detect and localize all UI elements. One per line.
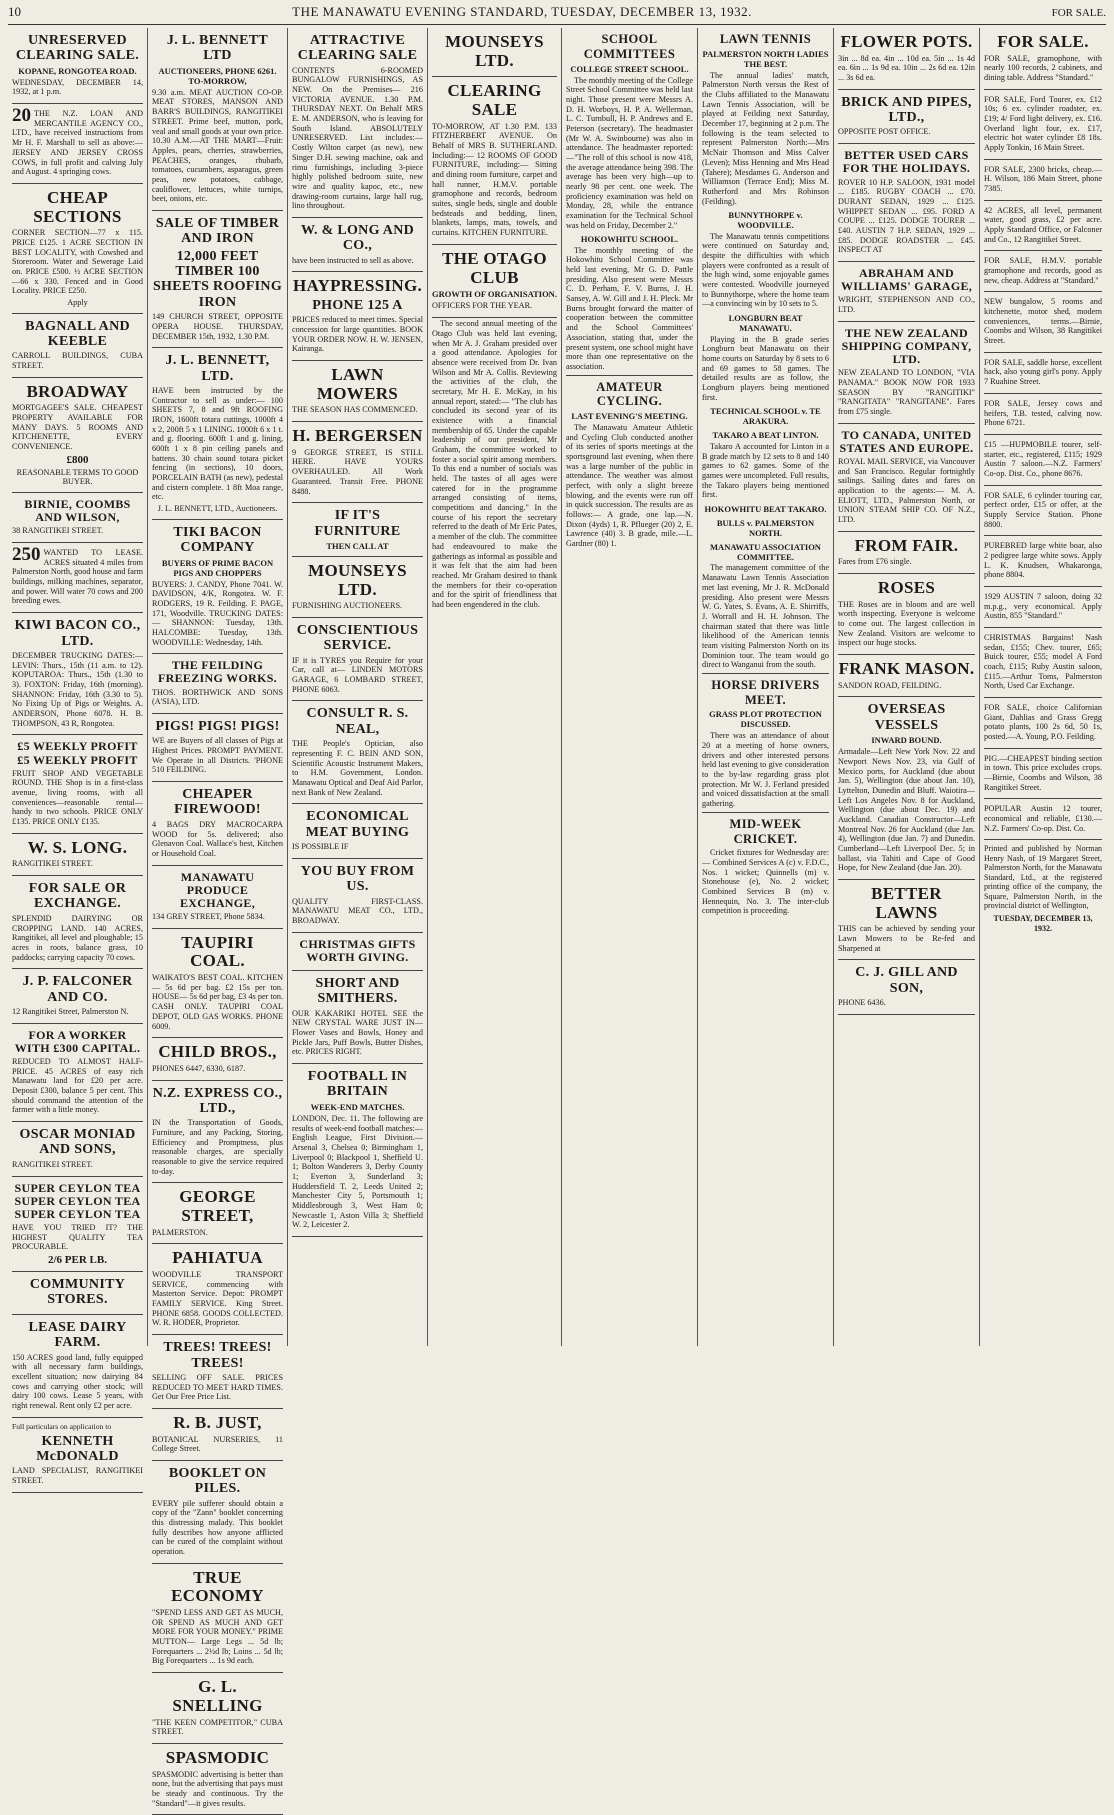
ad-heading: CHRISTMAS GIFTS WORTH GIVING. [299,936,416,964]
advertisement [12,1315,143,1418]
ad-heading: MOUNSEYS LTD. [308,560,407,599]
advertisement [12,969,143,1023]
lawn-head: LAWN TENNIS [719,32,812,46]
takaro-body: Takaro A accounted for Linton in a B grade match by 12 sets to 8 and 140 games to 62 games. Some of the games were uncompleted. Full results, the Takaro players being mentioned first. [702,441,829,500]
ad-body: BUYERS: J. CANDY, Phone 7041. W. DAVIDSON, 4/K, Rongotea. W. F. RODGERS, 19 R. Feilding. F. PAGE, 171, Woodville. TRUCKING DATES:— SHANNON: Tuesday, 13th. HALCOMBE: Tuesday, 13th. WOODVILLE: Wednesday, 14th. [152,579,283,647]
ad-heading: CONSULT R. S. NEAL, [306,706,409,737]
ad-heading: W. & LONG AND CO., [300,222,415,254]
advertisement [152,211,283,348]
advertisement [838,424,975,532]
ad-display-line: 12,000 FEET TIMBER 100 SHEETS ROOFING IRON [152,248,283,310]
school-head: SCHOOL COMMITTEES [583,32,676,61]
advertisement [292,804,423,858]
advertisement [152,520,283,655]
ad-body: TO-MORROW, AT 1.30 P.M. 133 FITZHERBERT AVENUE. On Behalf of MRS B. SUTHERLAND. Including:— 12 ROOMS OF GOOD FURNITURE, including:— Sitting and dining room furniture, carpet and hall runner, H.M.V. portable gramophone and records, bedroom suites, single beds, single and double bedsteads and bedding, linen, blankets, lamps, mats, towels, and curtains. KITCHEN FURNITURE. [432,121,557,238]
advertisement [292,272,423,361]
ad-body: NEW bungalow, 5 rooms and kitchenette, motor shed, modern conveniences, terms.—Birnie, Coombs and Wilson, 38 Rangitikei Street. [984,297,1102,346]
ad-heading: HAYPRESSING. [292,276,423,296]
ad-heading: CHEAPER FIREWOOD! [174,787,261,818]
school-committees-article [566,32,693,372]
ad-body: FOR SALE, Jersey cows and heifers, T.B. tested, calving now. Phone 6721. [984,398,1102,428]
advertisement [152,1461,283,1564]
advertisement [292,218,423,272]
section-tag: FOR SALE. [1051,7,1106,19]
ad-heading: LEASE DAIRY FARM. [28,1319,127,1351]
ad-display-line: PHONE 125 A [312,298,403,313]
ad-body: 149 CHURCH STREET, OPPOSITE OPERA HOUSE. THURSDAY, DECEMBER 15th, 1932, 1.30 P.M. [152,312,283,341]
ad-heading: OVERSEAS VESSELS [867,702,946,733]
advertisement [152,1673,283,1744]
amateur-body: The Manawatu Amateur Athletic and Cycling Club conducted another of its series of sports meetings at the sportsground last evening, when there was a large number of the public in attendance. The weather was almost perfect, with only a slight breeze blowing, and the events were run off in quick succession. The results are as follows:— A grade, one lap.—N. Dixon (4yds) 1, R. Pflueger (20) 2, E. Lawrence (40) 3. B grade, mile.—L. Gardner (80) 1. [566,423,693,549]
advertisement [432,28,557,77]
bunny-body: The Manawatu tennis competitions were continued on Saturday and, despite the difficulties with which players were confronted as a result of the high wind, some enjoyable games were contested. Woodville journeyed to Bunnythorpe, where the home team—a convincing win by 10 sets to 5. [702,231,829,309]
ad-heading: ECONOMICAL MEAT BUYING [305,809,410,840]
ad-heading: FRANK MASON. [838,659,975,679]
column-2 [148,28,288,1808]
ad-body: POPULAR Austin 12 tourer, economical and reliable, £130.—N.Z. Farmers' Co-op. Dist. Co. [984,804,1102,833]
ad-heading: BRICK AND PIPES, LTD., [841,94,972,126]
ad-heading: FLOWER POTS. [840,32,973,51]
ad-body: 12 Rangitikei Street, Palmerston N. [12,1007,129,1016]
imprint: Printed and published by Norman Henry Nash, of 19 Margaret Street, Palmerston North, for the Manawatu Standard, Ltd., at the registered printing office of the company, the Square, Palmerston North, in the provincial district of Wellington, [984,844,1102,910]
advertisement [984,394,1102,435]
advertisement [838,532,975,574]
ad-heading: UNRESERVED CLEARING SALE. [15,33,140,64]
hokowhitu-head: HOKOWHITU SCHOOL. [580,234,679,245]
advertisement [838,262,975,322]
ad-body: FOR SALE, H.M.V. portable gramophone and records, good as new, cheap. Address at "Standard." [984,256,1102,285]
ad-body: THE Roses are in bloom and are well worth inspecting. Everyone is welcome to come out. The largest collection in New Zealand. Visitors are welcome to inspect our huge stocks. [838,599,975,648]
ad-subheading: GROWTH OF ORGANISATION. [432,289,557,300]
ad-heading: N.Z. EXPRESS CO., LTD., [152,1085,283,1116]
advertisement [984,353,1102,394]
advertisement [838,655,975,697]
advertisement [292,859,423,933]
ad-heading: FOR SALE OR EXCHANGE. [28,881,127,912]
advertisement [838,90,975,144]
ad-body: have been instructed to sell as above. [292,255,414,265]
ad-heading: TREES! TREES! TREES! [163,1340,272,1371]
ad-heading: W. S. LONG. [27,837,128,857]
advertisement [12,104,143,184]
ad-body: FOR SALE, 2300 bricks, cheap.—H. Wilson, 186 Main Street, phone 7385. [984,164,1102,194]
advertisement [152,1564,283,1673]
ad-body: FOR SALE, saddle horse, excellent hack, also young girl's pony. Apply 7 Ruahine Street. [984,357,1102,387]
ad-body: PUREBRED large white boar, also 2 pedigree large white sows. Apply L. K. Knudsen, Whakaronga, phone 8804. [984,541,1102,580]
otago-club-article [432,319,557,609]
ad-heading: THE NEW ZEALAND SHIPPING COMPANY, LTD. [841,325,972,366]
advertisement [292,422,423,503]
ad-heading: J. L. BENNETT LTD [166,33,269,64]
ad-body: 42 ACRES, all level, permanent water, good grass, £2 per acre. Apply Standard Office, or Falconer and Co., 12 Rangitikei Street. [984,205,1102,244]
ad-footer: J. L. BENNETT, LTD., Auctioneers. [157,504,278,514]
advertisement [12,1272,143,1315]
hokowhitu-body: The monthly meeting of the Hokowhitu School Committee was held last evening, Mr G. D. Pattle presiding. Also present were Messrs C. D. Perham, F. V. Burns, J. H. Sansey, A. W. Gill and J. H. Pleck. Mr Burns brought forward the matter of cooperation between the committee and the School Committees' Association, stating that, under the present system, one school might have more than one representative on the association. [566,245,693,371]
ad-body: REDUCED TO ALMOST HALF-PRICE. 45 ACRES of easy rich Manawatu land for £20 per acre. Deposit £300, balance 5 per cent. This should command the attention of the farmer with a little money. [12,1057,143,1115]
advertisement [152,1081,283,1184]
advertisement [12,314,143,378]
advertisement [292,361,423,422]
advertisement [12,834,143,876]
ad-heading: CHEAP SECTIONS [33,187,122,226]
ad-body: SELLING OFF SALE. PRICES REDUCED TO MEET HARD TIMES. Get Our Free Price List. [152,1372,283,1402]
ad-heading: TIKI BACON COMPANY [173,524,262,556]
ad-heading: YOU BUY FROM US. [300,863,415,895]
ad-number: 250 [12,544,41,566]
ad-heading: BOOKLET ON PILES. [168,1465,267,1497]
column-5 [562,28,698,1346]
ad-body: 38 RANGITIKEI STREET. [12,526,104,536]
ad-body: WE are Buyers of all classes of Pigs at Highest Prices. PROMPT PAYMENT. We Operate in all Districts. 'PHONE 510 FEILDING. [152,736,283,775]
technical-head: TECHNICAL SCHOOL v. TE ARAKURA. [710,406,821,427]
ad-heading: ABRAHAM AND WILLIAMS' GARAGE, [840,265,973,294]
cricket-head: MID-WEEK CRICKET. [729,816,802,846]
advertisement [12,28,143,104]
ad-heading: PAHIATUA [172,1248,263,1268]
lawn-body: The annual ladies' match, Palmerston North versus the Rest of the Clubs affiliated to the Manawatu Lawn Tennis Association, will be played at Feilding next Saturday, December 17, beginning at 2 p.m. The following is the team selected to represent Palmerston North:—Mrs McNair Thomson and Miss Calver (Leven); Miss Henning and Mrs Head (Tahere); Mesdames G. Anderson and Williamson (Terrace End); Miss M. Rutherford and Mrs Robinson (Feilding). [702,70,829,206]
ad-body: FOR SALE, 6 cylinder touring car, perfect order, £15 or offer, at the Supply Service Station. Phone 8800. [984,490,1102,529]
ad-body: DECEMBER TRUCKING DATES:— LEVIN: Thurs., 15th (11 a.m. to 12). KOPUTAROA: Thurs., 15th (1.30 to 3). FOXTON: Friday, 16th (morning). SHANNON: Friday, 16th (3.30 to 5). No Fixing Up of Pigs or Weights. A. ANDERSON, Phone 6078. H. B. THOMPSON, 43 R, Rongotea. [12,650,143,728]
ad-body: CORNER SECTION—77 x 115. PRICE £125. 1 ACRE SECTION IN BEST LOCALITY, with Cowshed and Storeroom. Water and Sewerage Laid on. PRICE £500. ½ ACRE SECTION—66 x 330. Fenced and in Good Locality. PRICE £250. [12,228,143,296]
ad-heading: CLEARING SALE [447,81,542,120]
ad-body: CARROLL BUILDINGS, CUBA STREET. [12,351,143,371]
ad-heading: FOR A WORKER WITH £300 CAPITAL. [14,1027,141,1055]
advertisement [292,701,423,804]
ad-heading: BROADWAY [26,381,129,401]
advertisement [984,628,1102,698]
ad-heading: R. B. JUST, [173,1412,262,1432]
school-body: The monthly meeting of the College Street School Committee was held last night. Those present were Messrs A. D. H. Worboys, H. P. A. Wellerman, L. C. Turnbull, H. P. Andrews and E. Peterson (secretary). The headmaster (Mr W. A. Swinbourne) was also in attendance. The headmaster reported:—"The roll of this school is now 418, the average attendance being 398. The average has been very high—up to nearly 98 per cent. one week. The proficiency examination was held on Monday, 28, while the entrance examination for the Technical School was held on Friday, December 2." [566,75,693,230]
advertisement [984,799,1102,840]
ad-subheading: KOPANE, RONGOTEA ROAD. [18,65,137,76]
ad-heading: SHORT AND SMITHERS. [315,975,400,1007]
ad-heading: ROSES [877,577,936,597]
advertisement [292,503,423,557]
advertisement [838,880,975,960]
advertisement [838,322,975,424]
ad-body: LONDON, Dec. 11. The following are results of week-end football matches:— English League, First Division.—Arsenal 3, Chelsea 0; Birmingham 1, Liverpool 0; Blackpool 1, Sheffield U. 1; Bolton Wanderers 3, Derby County 1; Everton 3, Sunderland 3; Huddersfield T. 2, Leeds United 2; Manchester City 5, Portsmouth 1; Middlesbrough 3, West Ham 0; Newcastle 1, Aston Villa 3; Sheffield W. 2, Leicester 2. [292,1113,423,1230]
column-4-ads [432,28,557,318]
advertisement [12,1177,143,1273]
ad-body: THE People's Optician, also representing F. C. BEIN AND SON, Scientific Acoustic Instrument Makers, to H.M. Government, London. Manawatu Optical and Deaf Aid Parlor, next Bank of New Zealand. [292,739,423,797]
advertisement [152,1409,283,1461]
advertisement [12,1418,143,1493]
ad-subheading: WEEK-END MATCHES. [310,1101,405,1112]
advertisement [984,749,1102,800]
advertisement [984,587,1102,628]
ad-heading: OSCAR MONIAD AND SONS, [19,1127,136,1158]
advertisement [432,77,557,244]
ad-price: £800 [66,453,89,466]
advertisement [292,933,423,971]
ad-body: HAVE been instructed by the Contractor to sell as under:— 100 SHEETS 7, 8 and 9ft ROOFING IRON, 1600ft totara cuttings, 1000ft 4 x 2, 200ft 5 x 1 LINING. 1000ft 6 x 1 t. and g. flooring. 600ft 1 and g. lining, 600ft 1 x 8 pin ceiling panels and battens. 30 chain sound totara picket fencing (in sections), 10 doors, PORCELAIN BATH (as new), pedestal and cistern complete. 1 8ft Moa range, etc. [152,386,283,502]
ad-body: IN the Transportation of Goods, Furniture, and any Packing, Storing, Efficiency and Promptness, plus reasonable charges, are specially reasonable to give the service required to-day. [152,1118,283,1176]
advertisement [984,251,1102,292]
lawn-sub: PALMERSTON NORTH LADIES THE BEST. [702,48,829,69]
ad-subheading: AUCTIONEERS, PHONE 6261. TO-MORROW, [158,65,277,86]
ad-body: RANGITIKEI STREET. [12,859,93,869]
ad-preamble: Full particulars on application to [12,1421,112,1431]
advertisement [12,735,143,833]
lawn-tennis-article [702,32,829,670]
ad-subheading: INWARD BOUND. [871,735,942,746]
ad-heading: SALE OF TIMBER AND IRON [155,215,280,247]
ad-body: 3in ... 8d ea. 4in ... 10d ea. 5in ... 1s 4d ea. 6in ... 1s 9d ea. 10in ... 2s 6d ea. 12in ... 3s 6d ea. [838,53,975,83]
advertisement [152,654,283,714]
column-6 [698,28,834,1346]
advertisement [984,201,1102,252]
ad-body: EVERY pile sufferer should obtain a copy of the "Zann" booklet concerning this distressing malady. This booklet fully describes how anyone afflicted can be cured of the complaint without operation. [152,1498,283,1557]
horse-body: There was an attendance of about 20 at a meeting of horse owners, drivers and other interested persons held last evening to give consideration to the by-law regarding grass plot protection. Mr W. J. Ferland presided and voiced dissatisfaction at the small gathering. [702,731,829,809]
ad-body: THE SEASON HAS COMMENCED. [292,405,418,415]
advertisement [12,1122,143,1176]
advertisement [984,536,1102,587]
advertisement [152,929,283,1038]
ad-body: OPPOSITE POST OFFICE. [838,127,931,137]
ad-body: PIG.—CHEAPEST binding section in town. This price excludes crops.—Birnie, Coombs and Wilson, 38 Rangitikei Street. [984,753,1102,792]
advertisement [12,613,143,735]
advertisement [432,245,557,318]
amateur-sub: LAST EVENING'S MEETING. [571,411,688,422]
ad-body: £15 —HUPMOBILE tourer, self-starter, etc., registered, £115; 1929 Austin 7 saloon.—N.Z. Farmers' Co-op. Dist. Co., phone 8676. [984,439,1102,478]
ad-heading: MANAWATU PRODUCE EXCHANGE, [179,869,256,910]
ad-body: OFFICERS FOR THE YEAR. [432,301,533,311]
ad-heading: C. J. GILL AND SON, [855,965,958,996]
ad-body: PALMERSTON. [152,1227,208,1237]
advertisement [292,618,423,701]
advertisement [152,1335,283,1409]
ad-heading: COMMUNITY STORES. [29,1277,126,1308]
ad-heading: H. BERGERSEN [292,426,423,446]
ad-footer: REASONABLE TERMS TO GOOD BUYER. [16,467,139,487]
ad-heading: FROM FAIR. [854,535,959,555]
ad-body: THE N.Z. LOAN AND MERCANTILE AGENCY CO., LTD., have received instructions from Mr H. F. Marshall to sell as above:— JERSEY AND JERSEY CROSS COWS, in full profit and calving July and August. 4 springing cows. [12,109,143,177]
longburn-head: LONGBURN BEAT MANAWATU. [728,313,803,334]
horse-head: HORSE DRIVERS MEET. [711,677,820,707]
advertisement [838,960,975,1014]
ad-body: FOR SALE, Ford Tourer, ex. £12 10s; 6 ex. cylinder roadster, ex. £19; 4/ Ford light delivery, ex. £16. Overland light four, ex. £17, electric hot water cylinder £8 18s. Apply Tonkin, 16 Main Street. [984,94,1102,153]
ad-body: 9 GEORGE STREET, IS STILL HERE. HAVE YOURS OVERHAULED. All Work Guaranteed. Transit Free. PHONE 8488. [292,447,423,496]
advertisement [838,28,975,90]
ad-heading: KIWI BACON CO., LTD. [14,618,141,649]
ad-heading: PIGS! PIGS! PIGS! [155,718,280,734]
horse-drivers-article [702,678,829,809]
ad-body: SPASMODIC advertising is better than none, but the advertising that pays must be steady and continuous. Try the "Standard"—it gives results. [152,1769,283,1808]
ad-body: 1929 AUSTIN 7 saloon, doing 32 m.p.g., very economical. Apply Austin, 855 "Standard." [984,591,1102,621]
ad-heading: ATTRACTIVE CLEARING SALE [297,33,418,64]
ad-heading: THE OTAGO CLUB [442,248,547,287]
advertisement [152,28,283,211]
takaro-head: TAKARO A BEAT LINTON. [712,430,819,441]
advertisement [152,714,283,782]
column-7 [834,28,980,1346]
ad-heading: KENNETH McDONALD [36,1433,119,1465]
ad-body: PHONES 6447, 6330, 6187. [152,1063,246,1073]
ad-body: CHRISTMAS Bargains! Nash sedan, £155; Chev. tourer, £65; Buick tourer, £55; model A Ford coach, £115; Ruby Austin saloon, £115.—Arthur Toms, Palmerston North, Used Car Exchange. [984,632,1102,691]
ad-heading: GEORGE STREET, [179,1187,256,1226]
advertisement [838,574,975,655]
ad-heading: LAWN MOWERS [316,365,399,403]
column-8 [980,28,1106,1346]
advertisement [12,543,143,613]
ad-body: HAVE YOU TRIED IT? THE HIGHEST QUALITY TEA PROCURABLE. [12,1223,143,1252]
column-1 [8,28,148,1486]
ad-heading: THE FEILDING FREEZING WORKS. [158,658,277,686]
ad-heading: FOR SALE. [997,32,1089,51]
ad-body: WEDNESDAY, DECEMBER 14, 1932, at 1 p.m. [12,77,143,97]
amateur-cycling-article [566,380,693,549]
ad-body: WAIKATO'S BEST COAL. KITCHEN— 5s 6d per bag. £2 15s per ton. HOUSE— 5s 6d per bag, £3 4s per ton. CASH ONLY. TAUPIRI COAL DEPOT, OLD GAS WORKS. PHONE 6009. [152,973,283,1031]
ad-body: PHONE 6436. [838,998,886,1008]
imprint-date: TUESDAY, DECEMBER 13, 1932. [993,914,1093,933]
ad-body: FOR SALE, gramophone, with nearly 100 records, 2 cabinets, and dining table. Address "Standard." [984,53,1102,83]
ad-body: MORTGAGEE'S SALE. CHEAPEST PROPERTY AVAILABLE FOR MANY DAYS. 5 ROOMS AND KITCHENETTE, EVERY CONVENIENCE. [12,403,143,452]
column-4 [428,28,562,1346]
advertisement [838,144,975,262]
ad-body: WRIGHT, STEPHENSON AND CO., LTD. [838,295,975,314]
ad-body: SANDON ROAD, FEILDING. [838,680,942,690]
ad-heading: BETTER USED CARS FOR THE HOLIDAYS. [842,148,971,176]
ad-subheading: THEN CALL AT [326,540,389,551]
ad-body: THIS can be achieved by sending your Lawn Mowers to be Re-fed and Sharpened at [838,924,975,953]
ad-body: RANGITIKEI STREET. [12,1159,93,1169]
ad-body: OUR KAKARIKI HOTEL SEE the NEW CRYSTAL WARE JUST IN—Flower Vases and Bowls, Honey and Pickle Jars, Puff Bowls, Butter Dishes, etc. PRICES RIGHT. [292,1008,423,1057]
ad-body: NEW ZEALAND TO LONDON, "VIA PANAMA." BOOK NOW FOR 1933 SEASON BY "RANGITIKI" "RANGITATA" "RANGITANE". Fares from £75 single. [838,368,975,416]
advertisement [984,160,1102,201]
ad-body: FRUIT SHOP AND VEGETABLE ROUND. THE Shop is in a first-class avenue, living rooms, with all conveniences—reasonable rental—handy to two schools. PRICE ONLY £135. PRICE ONLY £135. [12,768,143,827]
longburn-body: Playing in the B grade series Longburn beat Manawatu on their home courts on Saturday by 8 sets to 6 and 69 games to 58 games. The detailed results are as follow, the Longburn players being mentioned first. [702,334,829,402]
ad-heading: BAGNALL AND KEEBLE [25,318,130,349]
ad-heading: BETTER LAWNS [871,883,942,922]
advertisement [12,876,143,969]
column-3 [288,28,428,1346]
ad-heading: FOOTBALL IN BRITAIN [307,1069,408,1100]
masthead [8,4,1106,25]
hokowhitu-takaro-head: HOKOWHITU BEAT TAKARO. [704,503,827,514]
ad-body: IF it is TYRES you Require for your Car, call at— LINDEN MOTORS GARAGE, 6 LOMBARD STREET, PHONE 6063. [292,655,423,694]
ad-heading: TAUPIRI COAL. [181,932,254,971]
advertisement [292,557,423,618]
advertisement [152,1183,283,1244]
ad-number: 20 [12,105,31,127]
ad-body: Armadale—Left New York Nov. 22 and Newport News Nov. 23, via Gulf of Mexico ports, for Auckland (due about Jan. 5), Wellington (due about Jan. 10), Lyttelton, Dunedin and Bluff. Waiotira—Left Los Angeles Nov. 8 for Auckland, Wellington (due about Dec. 19) and Auckland. Canadian Constructor—Left Montreal Nov. 26 for Auckland (due Jan. 4), Wellington (due Jan. 7) and Dunedin. Cumberland—Left Liverpool Dec. 5; in ballast, via Tahiti and Cape of Good Hope, for New Zealand (due Jan. 20). [838,747,975,873]
ad-heading: J. L. BENNETT, LTD. [165,353,270,384]
ad-body: 134 GREY STREET, Phone 5834. [152,912,265,922]
ad-heading: TO CANADA, UNITED STATES AND EUROPE. [839,427,974,455]
advertisement [984,292,1102,352]
advertisement [152,866,283,929]
ad-heading: CHILD BROS., [158,1042,277,1062]
advertisement [984,435,1102,486]
ad-price: 2/6 PER LB. [48,1254,107,1267]
ad-body: 9.30 a.m. MEAT AUCTION CO-OP. MEAT STORES, MANSON AND BARR'S BUILDINGS, RANGITIKEI STREET. Prime beef, mutton, pork, veal and small goods at your own price. 10.30 A.M.—AT THE MART—Fruit: Apples, pears, cherries, strawberries, PEACHES, oranges, rhubarb, tomatoes, cucumbers, asparagus, green peas, new potatoes, cabbage, cauliflower, lettuces, white turnips, beet, onions, etc. [152,87,283,204]
school-sub: COLLEGE STREET SCHOOL. [570,63,689,74]
ad-body: 150 ACRES good land, fully equipped with all necessary farm buildings, excellent situation; now dairying 84 cows and carrying other stock; will dairy 100 cows. Lease 5 years, with right renewal. Rent only £2 per acre. [12,1352,143,1410]
advertisement [152,1744,283,1815]
ad-body: LAND SPECIALIST, RANGITIKEI STREET. [12,1466,143,1486]
ad-heading: TRUE ECONOMY [171,1567,264,1606]
advertisement [292,28,423,218]
advertisement [838,697,975,880]
advertisement [12,184,143,314]
advertisement [12,493,143,543]
cricket-body: Cricket fixtures for Wednesday are:— Combined Services A (c) v. F.D.C., Nos. 1 wicket; Quinnells (m) v. Stonehouse (e), No. 2 wicket; Combined Services B (m) v. Hennequin, No. 3. The inter-club competition is proceeding. [702,848,829,916]
ad-heading: IF IT'S FURNITURE [314,508,401,539]
ad-heading: MOUNSEYS LTD. [445,32,544,70]
amateur-head: AMATEUR CYCLING. [596,379,663,409]
ad-body: ROYAL MAIL SERVICE, via Vancouver and San Francisco. Regular fortnightly sailings. Sailing dates and fares on application to the agents:— M. A. ELIOTT, LTD., Palmerston North, or UNION STEAM SHIP CO. OF N.Z., LTD. [838,456,975,524]
ad-body: FURNISHING AUCTIONEERS. [292,601,403,611]
ad-heading: J. P. FALCONER AND CO. [22,974,133,1005]
ad-body: WANTED TO LEASE. ACRES situated 4 miles from Palmerston North, good house and farm buildings, milking machines, separator, and power. Will water 70 cows and 200 breeding ewes. [12,548,143,606]
ad-heading: £5 WEEKLY PROFIT £5 WEEKLY PROFIT [17,739,138,767]
ad-body: Fares from £76 single. [838,557,912,567]
ad-heading: BIRNIE, COOMBS AND WILSON, [24,497,131,525]
mgr-body: The management committee of the Manawatu Lawn Tennis Association met last evening, Mr J. R. McDonald presiding. Also present were Messrs W. G. Yates, S. Evans, A. E. Shirriffs, J. Worrall and H. H. Johnson. The chairman stated that there was little likelihood of the American tennis team visiting Palmerston North on its Dominion tour. The team would go direct to Wanganui from the south. [702,563,829,670]
advertisement [12,378,143,493]
ad-body: QUALITY FIRST-CLASS. MANAWATU MEAT CO., LTD., BROADWAY. [292,896,423,925]
advertisement [984,486,1102,537]
ad-body: THOS. BORTHWICK AND SONS (A'SIA), LTD. [152,687,283,707]
bunny-head: BUNNYTHORPE v. WOODVILLE. [728,210,803,231]
ad-body: WOODVILLE TRANSPORT SERVICE, commencing with Masterton Service. Depot: PROMPT FAMILY SERVICE. King Street. PHONE 6858. GOODS COLLECTED. W. R. HODER, Proprietor. [152,1270,283,1328]
otago-article-body: The second annual meeting of the Otago Club was held last evening, when Mr A. J. Graham presided over a good attendance. Apologies for absence were received from Dr. Ivan Wilson and Mr A. Collis. Reviewing the activities of the club, the secretary, Mr H. E. McKay, in his annual report, stated:— "The club has concluded its second year of its existence with a financial membership of 65. Under the capable leadership of our president, Mr Graham, the committee worked to foster a social spirit among members. To this end a number of socials was held. The tastes of all ages were catered for in the programme arranged consisting of items, competitions and dancing." In the course of his report the secretary referred to the death of Mr Eric Pates, a member of the club. The committee had endeavoured to make the gatherings as informal as possible and it was felt that the aim had been reached. Mr Graham desired to thank the members for their co-operation and for the spirit of friendliness that had been engendered in the club. [432,319,557,609]
advertisement [152,782,283,865]
ad-body: CONTENTS 6-ROOMED BUNGALOW FURNISHINGS, AS NEW. On the Premises— 216 VICTORIA AVENUE. 1.30 P.M. THURSDAY NEXT. On Behalf MRS E. M. ANDERSON, who is leaving for South Island. ABSOLUTELY UNRESERVED. List includes:—Costly Wilton carpet (as new), new Singer D.H. sewing machine, oak and rimu furnishings, including 3-piece highly polished bedroom suite, new wire and quality kapoc, etc., new drawing-room curtains, large hall rug, lino throughout. [292,65,423,211]
ad-body: IS POSSIBLE IF [292,842,349,852]
ad-footer: Apply [67,297,88,307]
advertisement [984,698,1102,749]
ad-body: BOTANICAL NURSERIES, 11 College Street. [152,1434,283,1454]
mgr-head: MANAWATU ASSOCIATION COMMITTEE. [710,541,821,562]
columns [8,28,1106,1808]
ad-body: "SPEND LESS AND GET AS MUCH, OR SPEND AS MUCH AND GET MORE FOR YOUR MONEY." PRIME MUTTON— Large Legs ... 5d lb; Forequarters ... 2½d lb; Loins ... 5d lb; Big Forequarters ... 1s 9d each. [152,1608,283,1666]
ad-heading: CONSCIENTIOUS SERVICE. [296,623,419,654]
horse-sub: GRASS PLOT PROTECTION DISCUSSED. [709,709,822,730]
classifieds [984,28,1102,840]
bulls-head: BULLS v. PALMERSTON NORTH. [716,517,815,538]
advertisement [984,90,1102,160]
ad-body: PRICES reduced to meet times. Special concession for large quantities. BOOK YOUR ORDER NOW. H. W. JENSEN, Kairanga. [292,315,423,354]
ad-body: 4 BAGS DRY MACROCARPA WOOD for 5s. delivered; also Glenavon Coal. Wallace's best, Kitchen or Household Coal. [152,819,283,858]
advertisement [152,348,283,520]
advertisement [292,971,423,1064]
ad-heading: G. L. SNELLING [172,1677,263,1715]
ad-body: ROVER 10 H.P. SALOON, 1931 model ... £185. RUGBY COACH ... £70. DURANT SEDAN, 1929 ... £125. WHIPPET SEDAN ... £95. FORD A COUPE ... £125. DODGE TOURER ... £40. AUSTIN 7 H.P. SEDAN, 1929 ... £85. DODGE ROADSTER ... £45. INSPECT AT [838,177,975,255]
page-number: 10 [8,4,21,19]
advertisement [12,1024,143,1122]
ad-heading: SUPER CEYLON TEA SUPER CEYLON TEA SUPER CEYLON TEA [14,1180,141,1221]
advertisement [152,1038,283,1080]
ad-subheading: BUYERS OF PRIME BACON PIGS AND CHOPPERS [161,557,274,578]
advertisement [984,28,1102,90]
advertisement [152,1244,283,1335]
ad-body: SPLENDID DAIRYING OR CROPPING LAND. 140 ACRES, Rangitikei, all level and ploughable; 15 acres in roots, balance grass, 10 paddocks; carrying capacity 70 cows. [12,913,143,962]
ad-body: FOR SALE, choice Californian Giant, Dahlias and Grass Gregg potato plants, 100 2s 6d, 50 1s, posted.—A. Young, P.O. Feilding. [984,702,1102,741]
mid-week-cricket-article [702,817,829,916]
advertisement [292,1064,423,1237]
ad-heading: SPASMODIC [165,1747,270,1767]
ad-body: "THE KEEN COMPETITOR," CUBA STREET. [152,1717,283,1737]
newspaper-title: THE MANAWATU EVENING STANDARD, TUESDAY, DECEMBER 13, 1932. [292,4,752,19]
